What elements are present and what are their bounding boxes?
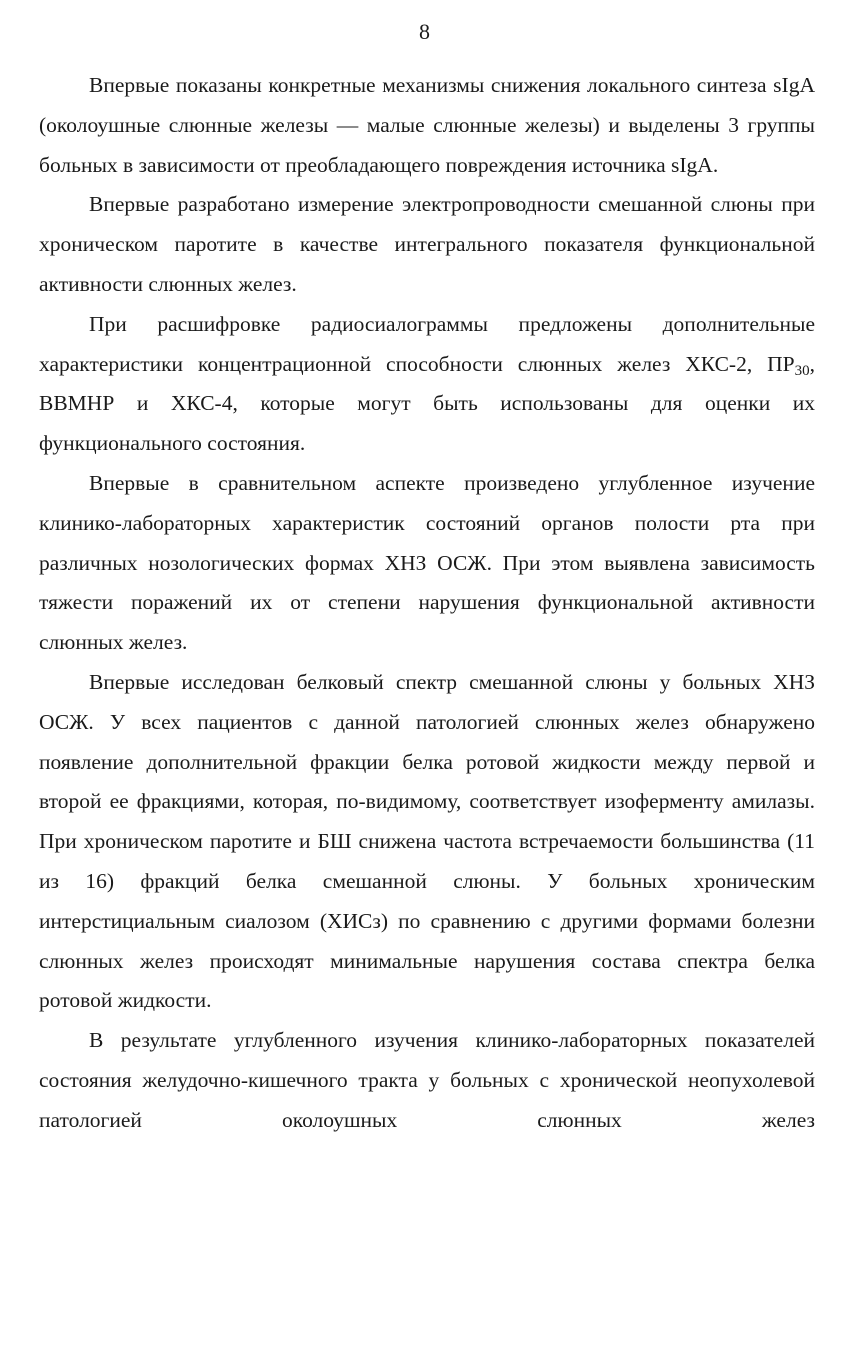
- paragraph-1: Впервые показаны конкретные механизмы снижения локального синтеза sIgA (околоушные слюнные железы — малые слюнные железы) и выделены 3 группы больных в зависимости от преобладающего повреждения источника sIgA.: [39, 73, 815, 177]
- paragraph-3-subscript: 30: [794, 362, 810, 379]
- paragraph-5: Впервые исследован белковый спектр смешанной слюны у больных ХНЗ ОСЖ. У всех пациентов с данной патологией слюнных желез обнаружено появление дополнительной фракции белка ротовой жидкости между первой и второй ее фракциями, которая, по-видимому, соответствует изоферменту амилазы. При хроническом паротите и БШ снижена частота встречаемости большинства (11 из 16) фракций белка смешанной слюны. У больных хроническим интерстициальным сиалозом (ХИСз) по сравнению с другими формами болезни слюнных желез происходят минимальные нарушения состава спектра белка ротовой жидкости.: [39, 669, 815, 1013]
- paragraph-6: В результате углубленного изучения клинико-лабораторных показателей состояния желудочно-кишечного тракта у больных с хронической неопухолевой патологией околоушных слюнных желез: [39, 1028, 815, 1132]
- paragraph-3-text-before: При расшифровке радиосиалограммы предложены дополнительные характеристики концентрационной способности слюнных желез ХКС-2, ПР: [39, 311, 815, 376]
- paragraph-2: Впервые разработано измерение электропроводности смешанной слюны при хроническом паротите в качестве интегрального показателя функциональной активности слюнных желез.: [39, 192, 815, 296]
- paragraph-3-text-after: , ВВМНР и ХКС-4, которые могут быть использованы для оценки их функционального состояния.: [39, 351, 815, 456]
- paragraph-3: [39, 305, 815, 464]
- paragraph-4: Впервые в сравнительном аспекте произведено углубленное изучение клинико-лабораторных характеристик состояний органов полости рта при различных нозологических формах ХНЗ ОСЖ. При этом выявлена зависимость тяжести поражений их от степени нарушения функциональной активности слюнных желез.: [39, 470, 815, 655]
- page-number: 8: [419, 19, 430, 44]
- body-text: [39, 66, 815, 1141]
